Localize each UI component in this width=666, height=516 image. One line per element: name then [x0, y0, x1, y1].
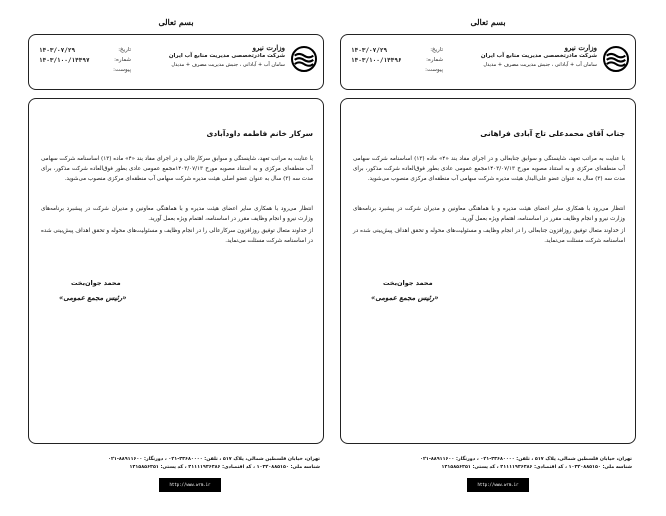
date-value: ۱۴۰۳/۰۷/۲۹ [39, 46, 76, 54]
website-url: http://www.wrm.ir [467, 478, 529, 492]
footer-address: تهران، خیابان فلسطین شمالی، پلاک ۵۱۷ ، تلفن: ۴۳۶۸۰۰۰۰-۰۲۱ ، دورنگار: ۸۸۹۱۱۶۰۰-۰۲۱ [420, 457, 632, 462]
signer-name: محمد جوان‌بخت [383, 279, 433, 287]
date-row [39, 45, 131, 55]
letter-right [340, 0, 636, 516]
letterhead [28, 34, 324, 90]
basmala: بسم تعالی [470, 17, 506, 27]
signer-title: «رئیس مجمع عمومی» [371, 293, 439, 302]
number-label: شماره: [426, 57, 443, 63]
website-url: http://www.wrm.ir [159, 478, 221, 492]
footer-address: تهران، خیابان فلسطین شمالی، پلاک ۵۱۷ ، تلفن: ۴۳۶۸۰۰۰۰-۰۲۱ ، دورنگار: ۸۸۹۱۱۶۰۰-۰۲۱ [108, 457, 320, 462]
letter-body [28, 98, 324, 444]
attachment-label: پیوست: [425, 67, 443, 73]
letter-body [340, 98, 636, 444]
org-block [481, 44, 597, 68]
paragraph-2: انتظار می‌رود با همکاری سایر اعضای هیئت مدیره و با هماهنگی معاونین و مدیران شرکت در پیشبرد برنامه‌های وزارت نیرو و انجام وظایف مقرر در اساسنامه، اهتمام ویژه بعمل آورید. [41, 206, 313, 223]
paragraph-2: انتظار می‌رود با همکاری سایر اعضای هیئت مدیره و با هماهنگی معاونین و مدیران شرکت در پیشبرد برنامه‌های وزارت نیرو و انجام وظایف مقرر در اساسنامه، اهتمام ویژه بعمل آورید. [353, 206, 625, 223]
footer-ids: شناسه ملی: ۱۰۳۲۰۸۸۵۱۵۰ ، کد اقتصادی: ۴۱۱۱۱۹۳۶۴۸۶ ، کد پستی: ۱۴۱۵۸۵۶۴۵۱ [441, 465, 632, 470]
letter-footer [40, 456, 320, 472]
paragraph-1: با عنایت به مراتب تعهد، شایستگی و سوابق جنابعالی و در اجرای مفاد بند «۴» ماده (۱۳) اساسنامه شرکت سهامی آب منطقه‌ای مرکزی و به استناد مصوبه مورخ ۱۴۰۳/۰۷/۱۳مجمع عمومی عادی بطور فوق‌العاده شرکت مذکور، برای مدت سه (۳) سال به عنوان عضو علی‌البدل هیئت مدیره شرکت سهامی آب منطقه‌ای مرکزی منصوب می‌شوید. [353, 156, 625, 183]
signer-name: محمد جوان‌بخت [71, 279, 121, 287]
ministry-name: وزارت نیرو [564, 43, 597, 52]
paragraph-3: از خداوند متعال توفیق روزافزون جنابعالی را در انجام وظایف و مسئولیت‌های محوله و تحقق اهداف پیش‌بینی شده در اساسنامه شرکت مسئلت می‌نماید. [353, 228, 625, 245]
date-label: تاریخ: [118, 47, 131, 53]
attachment-label: پیوست: [113, 67, 131, 73]
paragraph-3: از خداوند متعال توفیق روزافزون سرکارعالی را در انجام وظایف و مسئولیت‌های محوله و تحقق اهداف پیش‌بینی شده در اساسنامه شرکت مسئلت می‌نماید. [41, 228, 313, 245]
number-row [39, 55, 131, 65]
salutation: جناب آقای محمدعلی تاج آبادی فراهانی [480, 129, 625, 138]
footer-ids: شناسه ملی: ۱۰۳۲۰۸۸۵۱۵۰ ، کد اقتصادی: ۴۱۱۱۱۹۳۶۴۸۶ ، کد پستی: ۱۴۱۵۸۵۶۴۵۱ [129, 465, 320, 470]
letter-left [28, 0, 324, 516]
number-row [351, 55, 443, 65]
paragraph-1: با عنایت به مراتب تعهد، شایستگی و سوابق سرکارعالی و در اجرای مفاد بند «۴» ماده (۱۳) اساسنامه شرکت سهامی آب منطقه‌ای مرکزی و به استناد مصوبه مورخ ۱۴۰۳/۰۷/۱۳مجمع عمومی عادی بطور فوق‌العاده شرکت مذکور، برای مدت سه (۳) سال به عنوان عضو اصلی هیئت مدیره شرکت سهامی آب منطقه‌ای مرکزی منصوب می‌شوید. [41, 156, 313, 183]
salutation: سرکار خانم فاطمه داودآبادی [206, 129, 313, 138]
org-block [169, 44, 285, 68]
company-name: شرکت مادرتخصصی مدیریت منابع آب ایران [168, 52, 285, 59]
number-label: شماره: [114, 57, 131, 63]
ministry-logo-icon [603, 46, 629, 72]
slogan: سامان آب + آبادانی ، جنبش مدیریت مصرف + مدیدل [483, 61, 597, 68]
date-label: تاریخ: [430, 47, 443, 53]
company-name: شرکت مادرتخصصی مدیریت منابع آب ایران [480, 52, 597, 59]
ministry-name: وزارت نیرو [252, 43, 285, 52]
date-row [351, 45, 443, 55]
number-value: ۱۴۰۳/۱۰۰/۱۴۴۹۶ [351, 56, 402, 64]
basmala: بسم تعالی [158, 17, 194, 27]
letterhead [340, 34, 636, 90]
slogan: سامان آب + آبادانی ، جنبش مدیریت مصرف + مدیدل [171, 61, 285, 68]
letter-meta [351, 45, 443, 75]
letter-footer [352, 456, 632, 472]
letter-meta [39, 45, 131, 75]
date-value: ۱۴۰۳/۰۷/۲۹ [351, 46, 388, 54]
ministry-logo-icon [291, 46, 317, 72]
attachment-row [351, 65, 443, 75]
attachment-row [39, 65, 131, 75]
signer-title: «رئیس مجمع عمومی» [59, 293, 127, 302]
number-value: ۱۴۰۳/۱۰۰/۱۴۴۹۷ [39, 56, 90, 64]
